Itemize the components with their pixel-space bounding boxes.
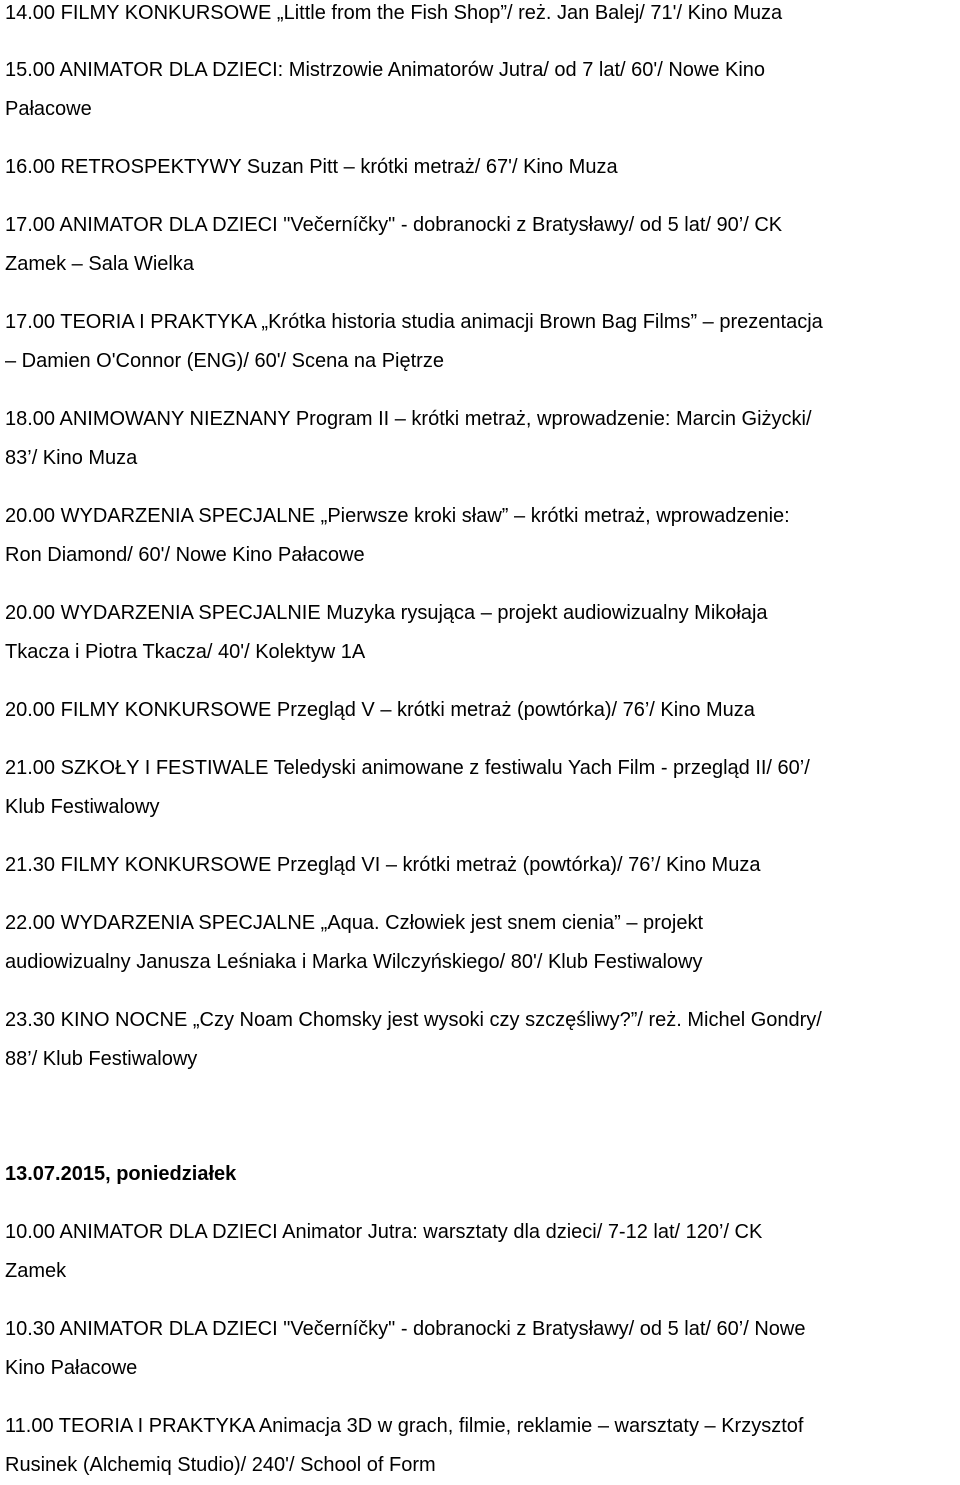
schedule-entry xyxy=(5,1001,960,1079)
entry-line: Rusinek (Alchemiq Studio)/ 240'/ School of Form xyxy=(5,1454,436,1476)
schedule-entry xyxy=(5,0,960,33)
entry-line: 88’/ Klub Festiwalowy xyxy=(5,1048,198,1070)
entry-line: 10.30 ANIMATOR DLA DZIECI "Večerníčky" - dobranocki z Bratysławy/ od 5 lat/ 60’/ Nowe xyxy=(5,1318,806,1340)
entry-line: 20.00 WYDARZENIA SPECJALNIE Muzyka rysująca – projekt audiowizualny Mikołaja xyxy=(5,602,768,624)
entry-line: Zamek – Sala Wielka xyxy=(5,253,194,275)
entry-line: audiowizualny Janusza Leśniaka i Marka Wilczyńskiego/ 80'/ Klub Festiwalowy xyxy=(5,951,703,973)
entry-line: 17.00 ANIMATOR DLA DZIECI "Večerníčky" - dobranocki z Bratysławy/ od 5 lat/ 90’/ CK xyxy=(5,214,783,236)
entry-line: – Damien O'Connor (ENG)/ 60'/ Scena na Piętrze xyxy=(5,350,444,372)
entry-line: 20.00 WYDARZENIA SPECJALNE „Pierwsze kroki sław” – krótki metraż, wprowadzenie: xyxy=(5,505,790,527)
schedule-entry xyxy=(5,846,960,885)
entry-line: Tkacza i Piotra Tkacza/ 40'/ Kolektyw 1A xyxy=(5,641,366,663)
day-heading: 13.07.2015, poniedziałek xyxy=(5,1163,237,1185)
entry-line: 11.00 TEORIA I PRAKTYKA Animacja 3D w grach, filmie, reklamie – warsztaty – Krzysztof xyxy=(5,1415,804,1437)
entry-line: 21.00 SZKOŁY I FESTIWALE Teledyski animowane z festiwalu Yach Film - przegląd II/ 60’/ xyxy=(5,757,810,779)
entry-line: Klub Festiwalowy xyxy=(5,796,160,818)
entry-line: 16.00 RETROSPEKTYWY Suzan Pitt – krótki metraż/ 67'/ Kino Muza xyxy=(5,156,618,178)
schedule-entry xyxy=(5,206,960,284)
schedule-entry xyxy=(5,497,960,575)
entry-line: 18.00 ANIMOWANY NIEZNANY Program II – krótki metraż, wprowadzenie: Marcin Giżycki/ xyxy=(5,408,812,430)
entry-line: Kino Pałacowe xyxy=(5,1357,138,1379)
schedule-page xyxy=(5,0,960,1481)
schedule-entry xyxy=(5,51,960,129)
schedule-entry xyxy=(5,303,960,381)
schedule-entry xyxy=(5,1407,960,1485)
entry-line: 10.00 ANIMATOR DLA DZIECI Animator Jutra: warsztaty dla dzieci/ 7-12 lat/ 120’/ CK xyxy=(5,1221,763,1243)
entry-line: Zamek xyxy=(5,1260,67,1282)
schedule-entry xyxy=(5,1310,960,1388)
entry-line: 83’/ Kino Muza xyxy=(5,447,138,469)
schedule-entry xyxy=(5,1213,960,1291)
entry-line: Ron Diamond/ 60'/ Nowe Kino Pałacowe xyxy=(5,544,365,566)
entry-line: 20.00 FILMY KONKURSOWE Przegląd V – krótki metraż (powtórka)/ 76’/ Kino Muza xyxy=(5,699,755,721)
entry-line: 17.00 TEORIA I PRAKTYKA „Krótka historia studia animacji Brown Bag Films” – prezentacja xyxy=(5,311,823,333)
schedule-entry xyxy=(5,749,960,827)
schedule-entry xyxy=(5,148,960,187)
schedule-entry xyxy=(5,400,960,478)
schedule-entry xyxy=(5,904,960,982)
schedule-entry xyxy=(5,594,960,672)
schedule-entry xyxy=(5,691,960,730)
entry-line: Pałacowe xyxy=(5,98,92,120)
entry-line: 22.00 WYDARZENIA SPECJALNE „Aqua. Człowiek jest snem cienia” – projekt xyxy=(5,912,704,934)
entry-line: 21.30 FILMY KONKURSOWE Przegląd VI – krótki metraż (powtórka)/ 76’/ Kino Muza xyxy=(5,854,761,876)
entry-line: 15.00 ANIMATOR DLA DZIECI: Mistrzowie Animatorów Jutra/ od 7 lat/ 60'/ Nowe Kino xyxy=(5,59,766,81)
entry-line: 14.00 FILMY KONKURSOWE „Little from the Fish Shop”/ reż. Jan Balej/ 71'/ Kino Muza xyxy=(5,2,783,24)
entry-line: 23.30 KINO NOCNE „Czy Noam Chomsky jest wysoki czy szczęśliwy?”/ reż. Michel Gondry/ xyxy=(5,1009,822,1031)
